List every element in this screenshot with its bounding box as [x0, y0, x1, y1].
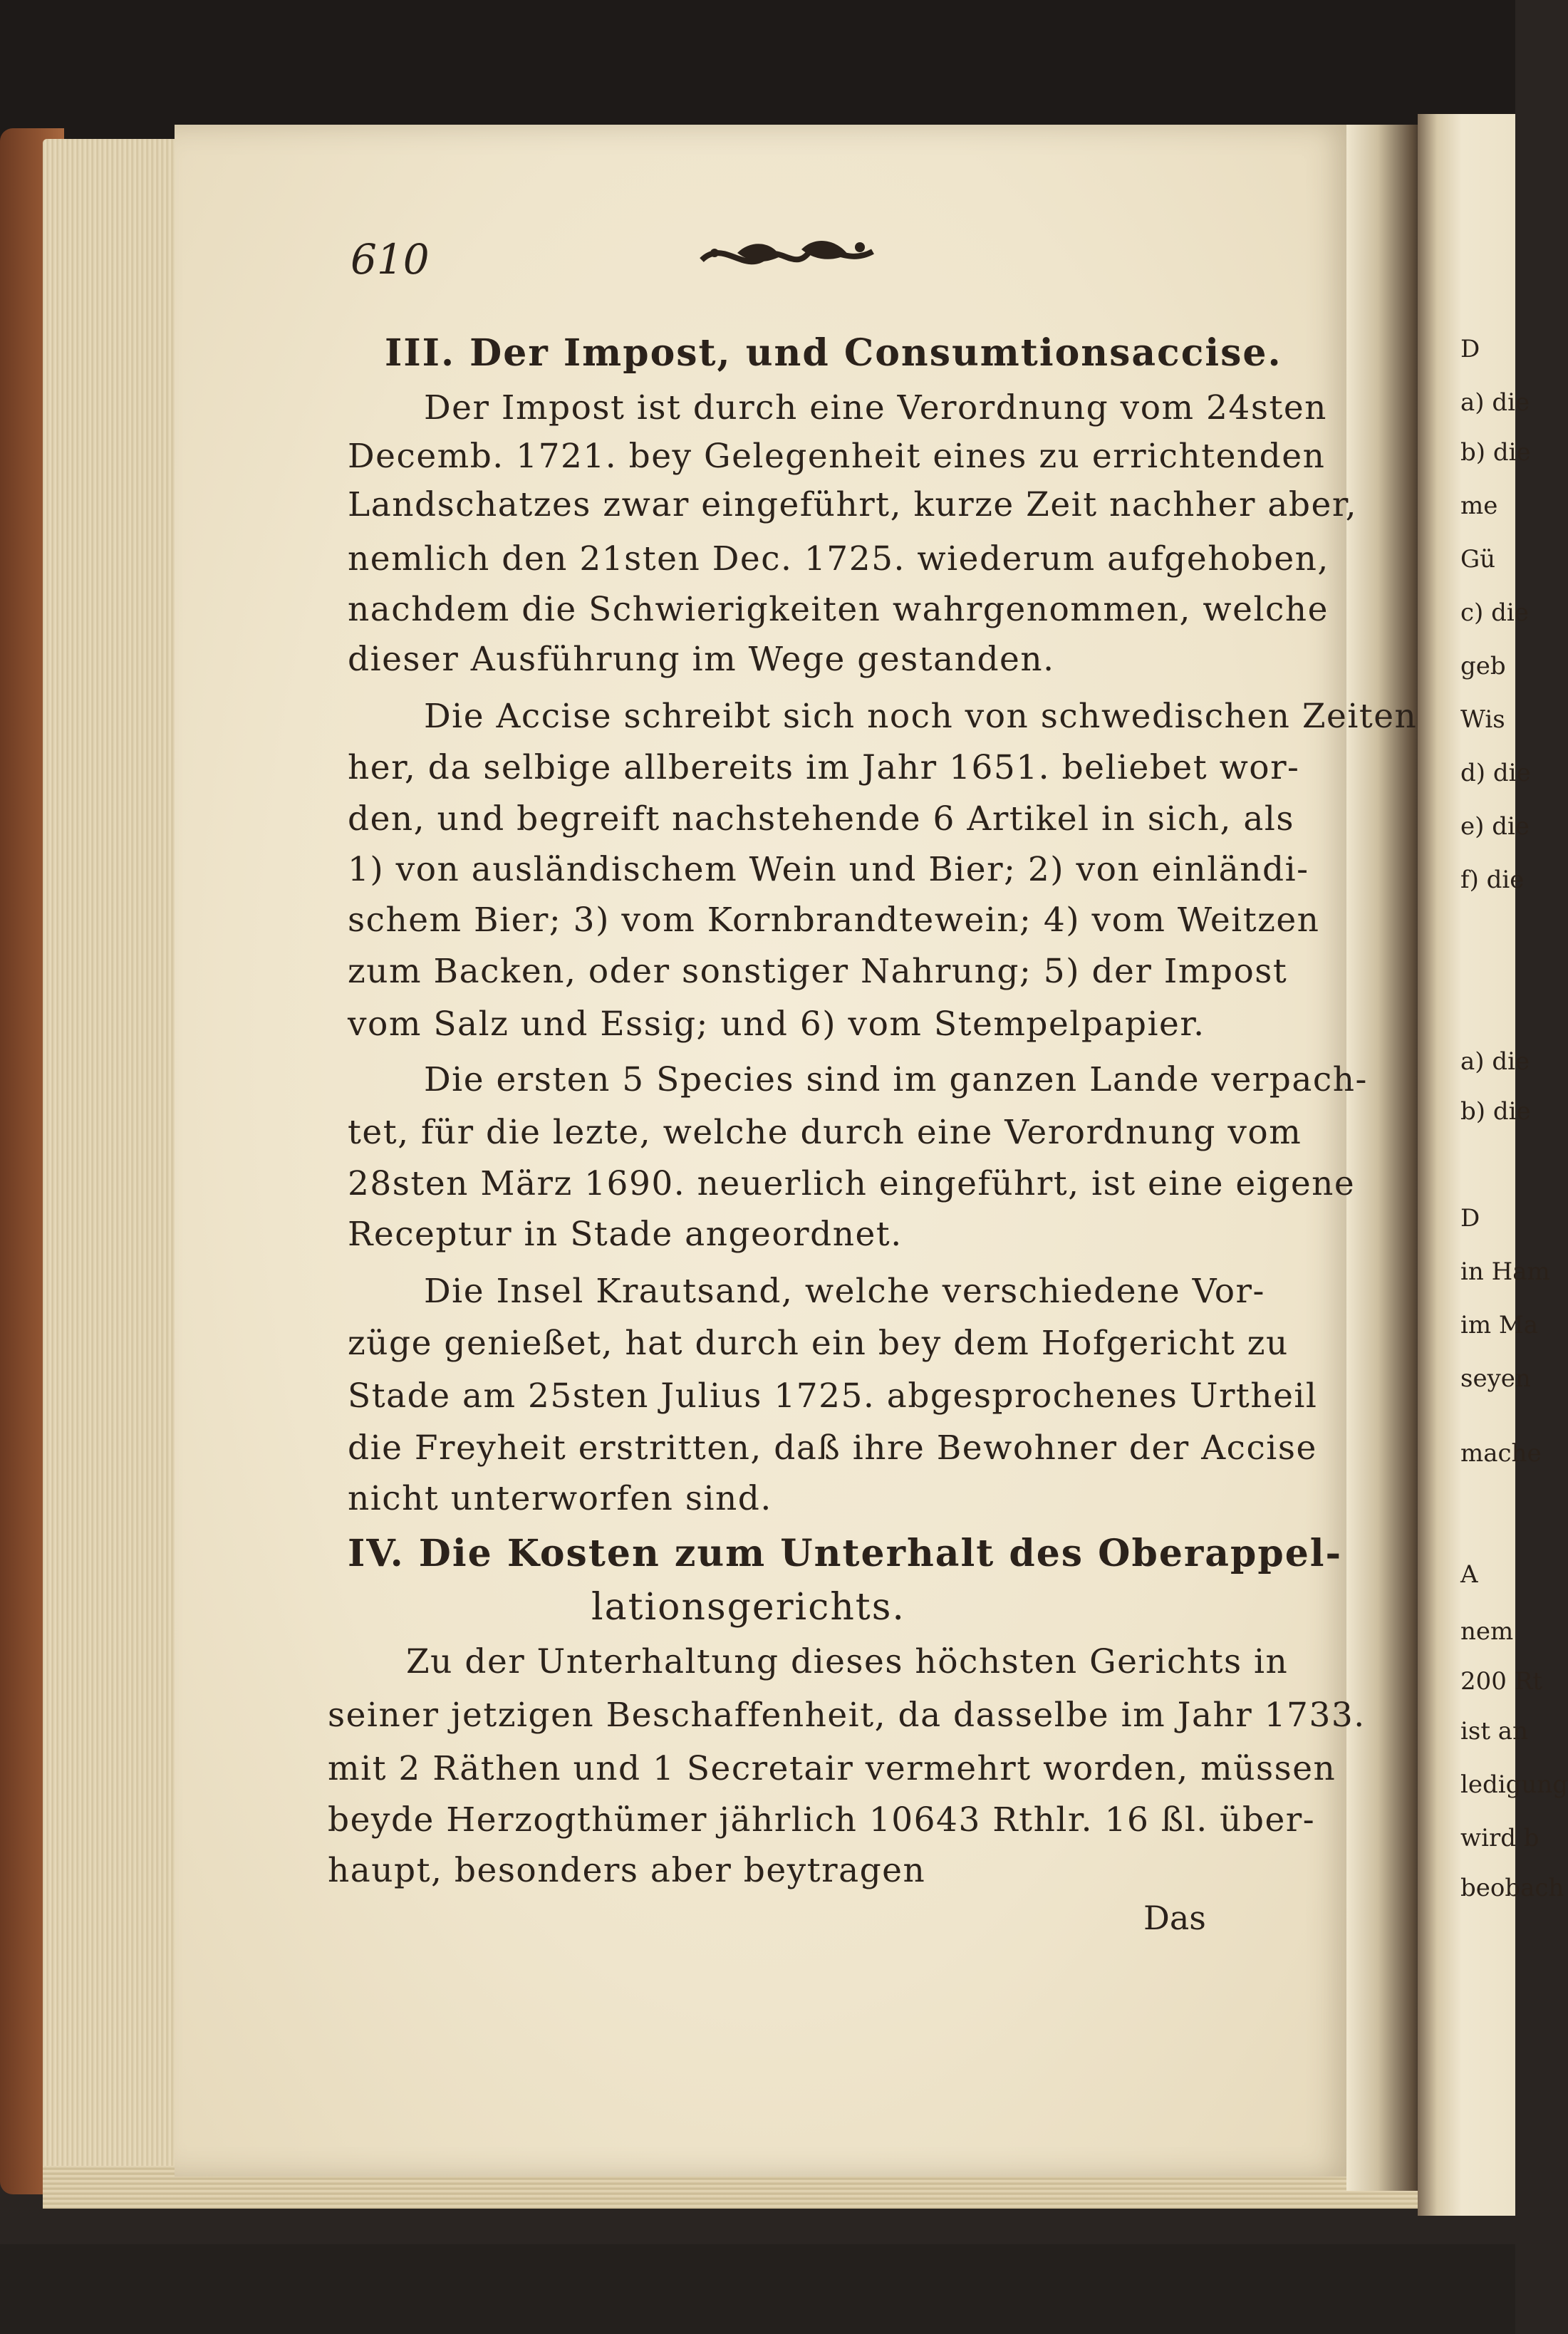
text-line: Die Accise schreibt sich noch von schwedischen Zeiten [424, 697, 1418, 736]
facing-page-fragment: e) die [1460, 812, 1530, 841]
facing-page-fragment: a) die [1460, 1047, 1530, 1076]
text-line: zum Backen, oder sonstiger Nahrung; 5) der Impost [348, 952, 1288, 991]
text-line: die Freyheit erstritten, daß ihre Bewohner der Accise [348, 1428, 1317, 1468]
text-line: nachdem die Schwierigkeiten wahrgenommen, welche [348, 590, 1329, 629]
text-line: dieser Ausführung im Wege gestanden. [348, 640, 1055, 679]
section-heading: III. Der Impost, und Consumtionsaccise. [385, 331, 1282, 375]
spine-gutter [1346, 125, 1425, 2191]
facing-page-fragment: seyen [1460, 1364, 1531, 1393]
facing-page-fragment: a) die [1460, 388, 1530, 417]
page-block-left [43, 139, 185, 2184]
text-line: beyde Herzogthümer jährlich 10643 Rthlr. 16 ßl. über- [328, 1800, 1316, 1840]
text-line: haupt, besonders aber beytragen [328, 1851, 926, 1890]
text-line: Stade am 25sten Julius 1725. abgesprochenes Urtheil [348, 1376, 1318, 1416]
facing-page-fragment: Wis [1460, 705, 1505, 734]
text-line: Receptur in Stade angeordnet. [348, 1215, 903, 1254]
text-line: her, da selbige allbereits im Jahr 1651. beliebet wor- [348, 748, 1300, 787]
text-line: Die ersten 5 Species sind im ganzen Lande verpach- [424, 1060, 1368, 1099]
facing-page-fragment: c) die [1460, 598, 1529, 627]
facing-page-fragment: D [1460, 335, 1480, 363]
facing-page-fragment: in Ham [1460, 1257, 1550, 1286]
facing-page-fragment: b) die [1460, 438, 1531, 467]
text-line: tet, für die lezte, welche durch eine Verordnung vom [348, 1113, 1302, 1152]
facing-page-fragment: D [1460, 1204, 1480, 1233]
facing-page-fragment: d) die [1460, 759, 1531, 787]
facing-page-fragment: beobach [1460, 1874, 1564, 1902]
text-line: schem Bier; 3) vom Kornbrandtewein; 4) vom Weitzen [348, 901, 1320, 940]
text-line: seiner jetzigen Beschaffenheit, da dasselbe im Jahr 1733. [328, 1696, 1366, 1735]
facing-page-fragment: A [1460, 1560, 1478, 1589]
text-line: 28sten März 1690. neuerlich eingeführt, ist eine eigene [348, 1164, 1356, 1203]
page-number: 610 [351, 235, 430, 284]
text-line: vom Salz und Essig; und 6) vom Stempelpapier. [348, 1005, 1205, 1044]
text-line: Landschatzes zwar eingeführt, kurze Zeit nachher aber, [348, 485, 1358, 524]
facing-page-fragment: Gü [1460, 545, 1496, 574]
background-bottom [0, 2244, 1515, 2334]
facing-page-fragment: im Ma [1460, 1311, 1539, 1339]
fleuron-ornament-icon [695, 232, 880, 281]
text-line: züge genießet, hat durch ein bey dem Hofgericht zu [348, 1324, 1289, 1363]
catchword: Das [1143, 1899, 1206, 1937]
facing-page-fragment: b) die [1460, 1097, 1531, 1126]
facing-page-fragment: f) die [1460, 866, 1525, 894]
text-line: Die Insel Krautsand, welche verschiedene Vor- [424, 1272, 1265, 1311]
facing-page-fragment: mache [1460, 1439, 1542, 1468]
facing-page-fragment: wird b [1460, 1824, 1540, 1852]
text-line: Decemb. 1721. bey Gelegenheit eines zu errichtenden [348, 437, 1326, 476]
text-line: Der Impost ist durch eine Verordnung vom 24sten [424, 388, 1327, 427]
facing-page-fragment: nem [1460, 1617, 1514, 1646]
text-line: nicht unterworfen sind. [348, 1479, 772, 1518]
text-line: nemlich den 21sten Dec. 1725. wiederum aufgehoben, [348, 539, 1329, 579]
facing-page-fragment: 200 Rt [1460, 1667, 1542, 1696]
text-line: 1) von ausländischem Wein und Bier; 2) von einländi- [348, 850, 1309, 889]
background-top [0, 0, 1515, 142]
facing-page-fragment: ist an [1460, 1717, 1528, 1746]
facing-page-fragment: me [1460, 492, 1498, 520]
text-line: mit 2 Räthen und 1 Secretair vermehrt worden, müssen [328, 1749, 1336, 1788]
facing-page-fragment: ledigung [1460, 1770, 1568, 1799]
facing-page-fragment: geb [1460, 652, 1506, 680]
text-line: Zu der Unterhaltung dieses höchsten Gerichts in [406, 1642, 1289, 1681]
text-line: den, und begreift nachstehende 6 Artikel in sich, als [348, 799, 1295, 839]
section-heading-continued: lationsgerichts. [591, 1586, 905, 1629]
section-heading: IV. Die Kosten zum Unterhalt des Oberappel- [348, 1532, 1343, 1575]
